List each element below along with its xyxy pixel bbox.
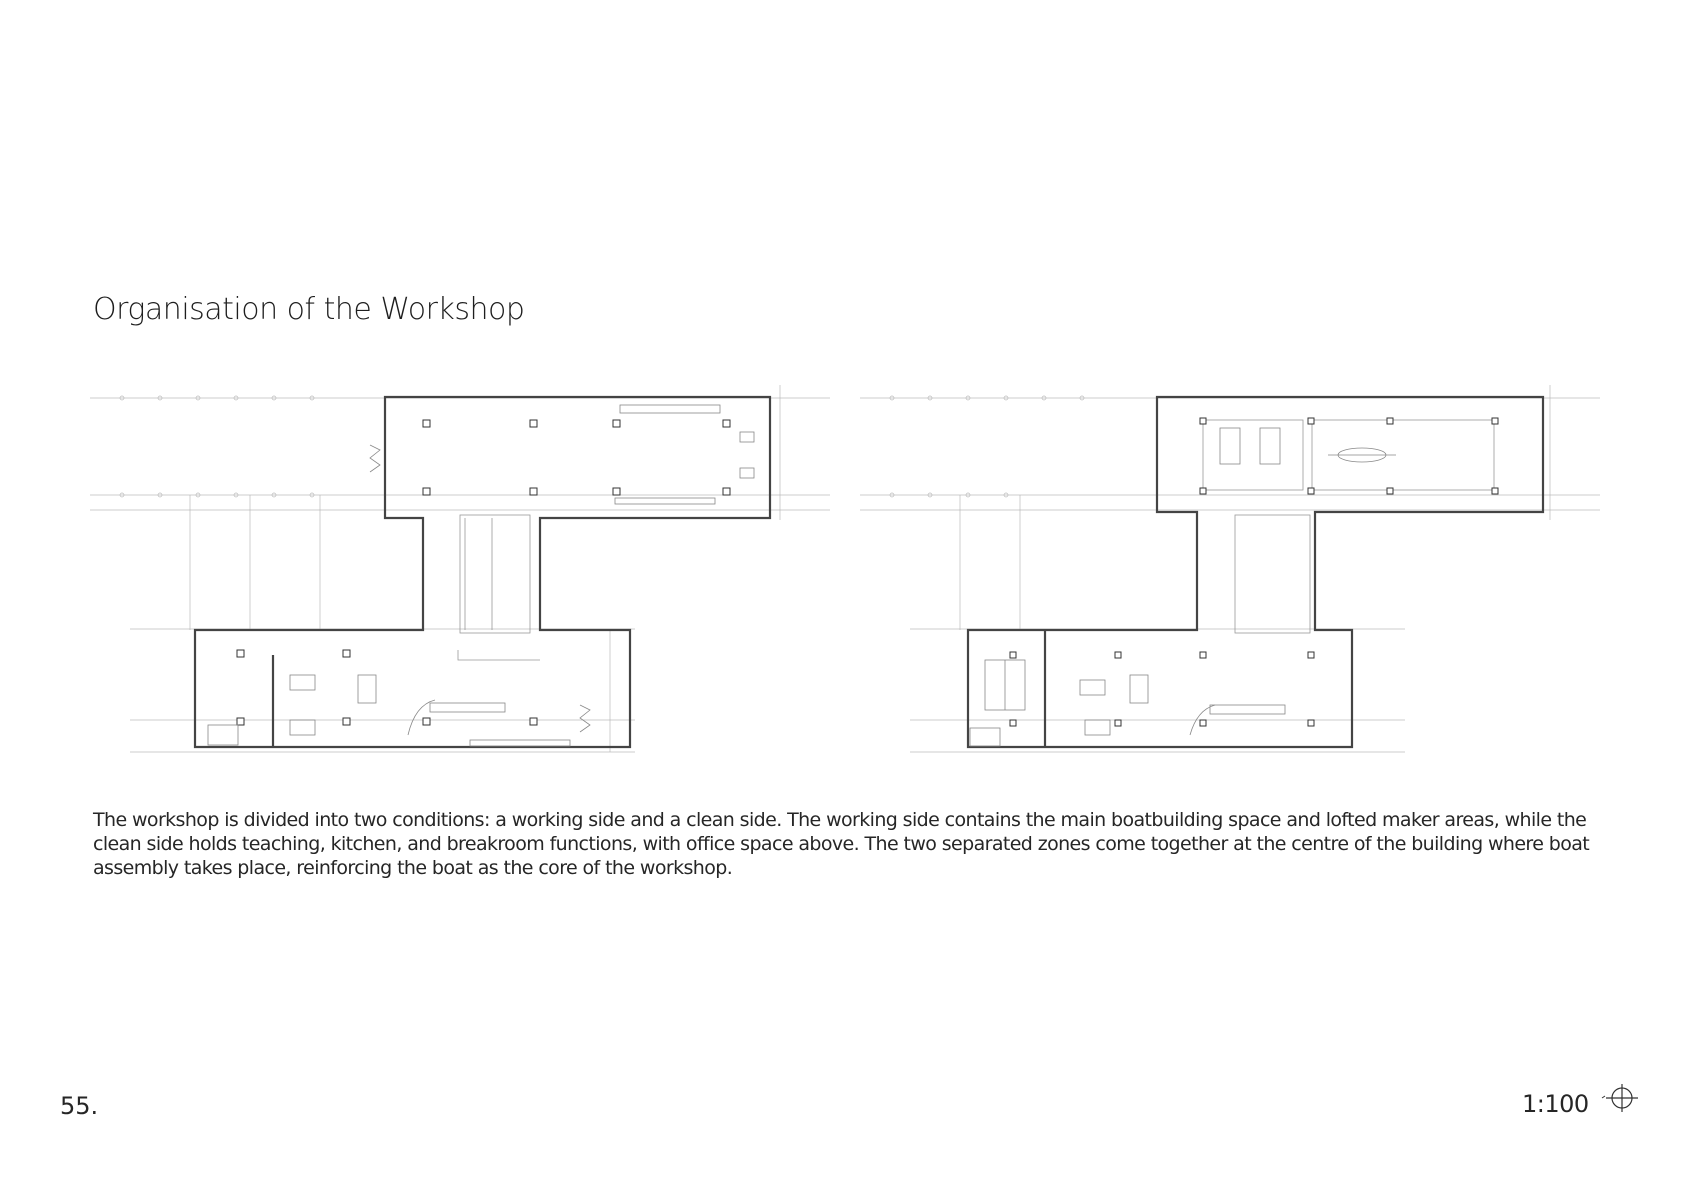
ground-floor-plan xyxy=(90,380,830,760)
description-paragraph: The workshop is divided into two conditions: a working side and a clean side. The working side contains the main boatbuilding space and lofted maker areas, while the clean side holds teaching, kitchen, and breakroom functions, with office space above. The two separated zones come together at the centre of the building where boat assembly takes place, reinforcing the boat as the core of the workshop. xyxy=(93,809,1590,879)
page-number: 55. xyxy=(60,1092,99,1120)
furniture xyxy=(208,405,754,746)
north-arrow-icon xyxy=(1600,1080,1640,1120)
upper-floor-plan xyxy=(860,380,1600,760)
walls xyxy=(195,397,770,747)
page-title: Organisation of the Workshop xyxy=(93,292,525,327)
furniture xyxy=(970,428,1396,746)
drawing-scale: 1:100 xyxy=(1522,1090,1589,1118)
columns xyxy=(237,420,730,725)
walls xyxy=(968,397,1543,747)
structural-grid xyxy=(860,385,1600,752)
